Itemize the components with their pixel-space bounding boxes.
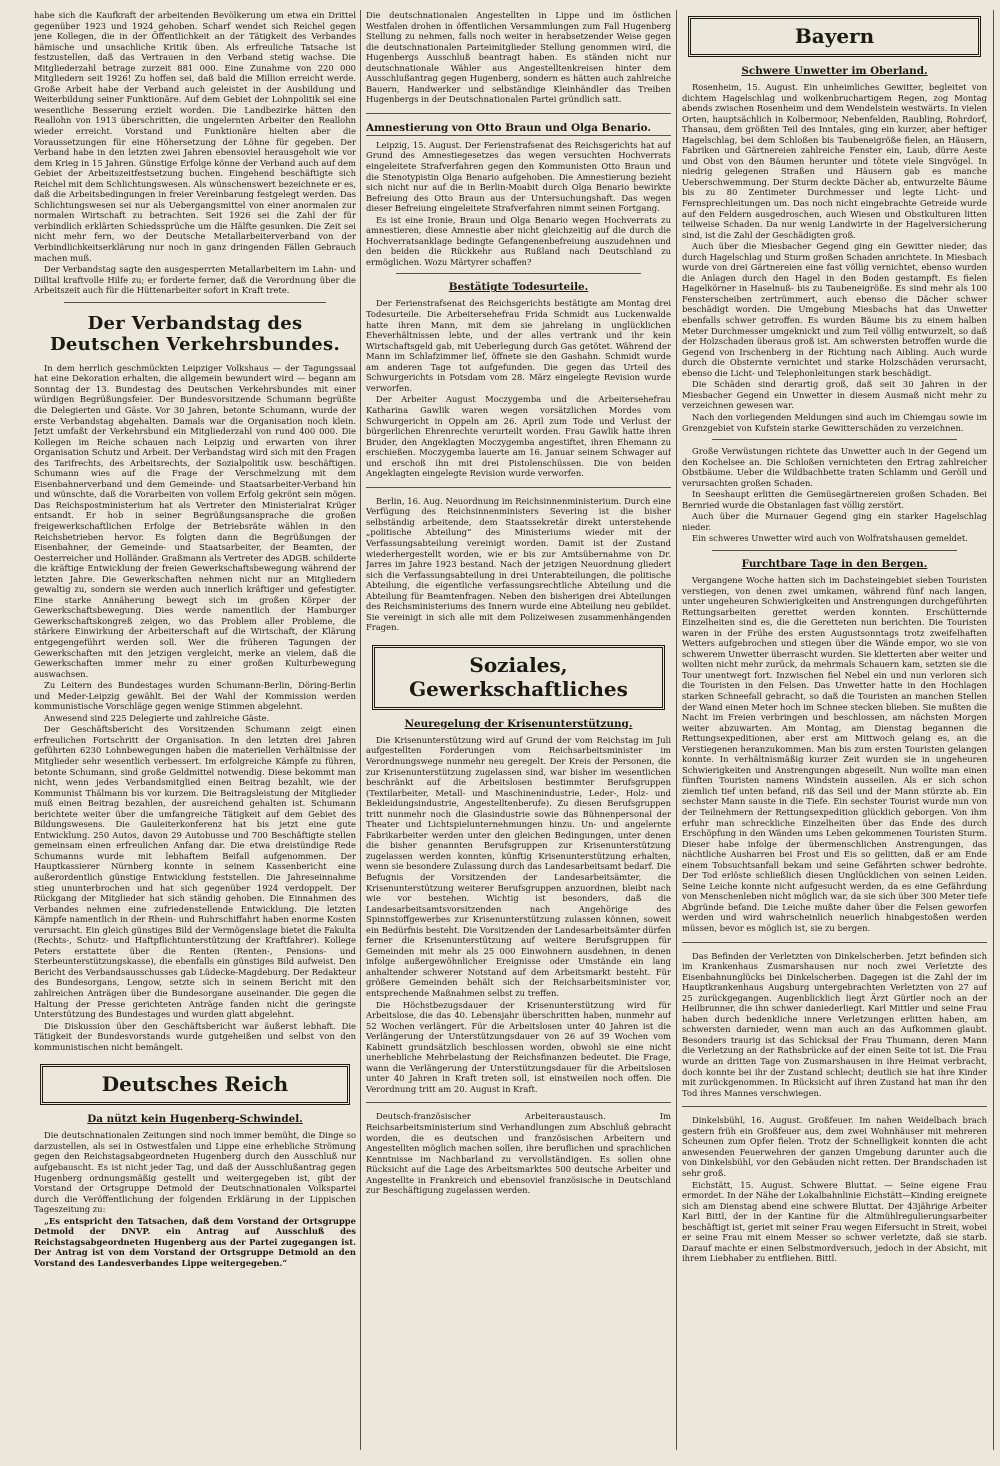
article-paragraph: Die deutschnationalen Zeitungen sind noch immer bemüht, die Dinge so darzustellen, als sei in Ostwestfalen und Lippe eine erhebliche Strömung gegen den Reichstagsabgeordneten Hugenberg durch den Ausschluß nur aufgebauscht. Es ist nicht jeder Tag, und daß der Ausschlußantrag gegen Hugenberg ordnungsmäßig gestellt und weitergegeben ist, gibt der Vorstand der Ortsgruppe Detmold der Deutschnationalen Volkspartei durch die Veröffentlichung der folgenden Erklärung in der Lippischen Tageszeitung zu: — [34, 1130, 356, 1215]
article-paragraph: Deutsch-französischer Arbeiteraustausch. Im Reichsarbeitsministerium sind Verhandlungen zum Abschluß gebracht worden, die es deutschen und französischen Arbeitern und Angestellten möglich machen sollen, ihre beruflichen und sprachlichen Kenntnisse im Nachbarland zu vervollständigen. Es sollen ohne Rücksicht auf die Lage des Arbeitsmarktes 500 deutsche Arbeiter und Angestellte in Frankreich und ebensoviel französische in Deutschland zur Beschäftigung zugelassen werden. — [366, 1111, 671, 1196]
section-divider — [366, 487, 671, 488]
section-divider — [712, 439, 957, 440]
section-divider — [366, 1102, 671, 1103]
article-paragraph: Zu Leitern des Bundestages wurden Schumann-Berlin, Döring-Berlin und Meder-Leipzig gewählt. Bei der Wahl der Kommission werden kommunistische Vorschläge gegen wenige Stimmen abgelehnt. — [34, 680, 356, 712]
article-paragraph: Es ist eine Ironie, Braun und Olga Benario wegen Hochverrats zu amnestieren, diese Amnestie aber nicht gleichzeitig auf die durch die Hochverratsanklage bedingte Gefangenenbefreiung auszudehnen und den beiden die Rückkehr aus Rußland nach Deutschland zu ermöglichen. Wozu Märtyrer schaffen? — [366, 214, 671, 267]
article-paragraph: Rosenheim, 15. August. Ein unheimliches Gewitter, begleitet von dichtem Hagelschlag und wolkenbruchartigem Regen, zog Montag abends zwischen Rosenheim und dem Wendelstein westwärts. In vielen Orten, hauptsächlich in Kolbermoor, Nebenfelden, Raubling, Rohrdorf, Thansau, dem größten Teil des Inntales, ging ein kurzer, aber heftiger Hagelschlag, bei dem Schloßen bis Taubeneigröße fielen, an Häusern, Fabriken und Gärtnereien zahlreiche Fenster ein, Laub, dürre Aeste und Obst von den Bäumen herunter und tötete viele Singvögel. In niedrig gelegenen Straßen und Häusern gab es manche Ueberschwemmung. Der Sturm deckte Dächer ab, entwurzelte Bäume bis zu 80 Zentimeter Durchmesser und legte Licht- und Fernsprechleitungen um. Das noch nicht eingebrachte Getreide wurde auf den Feldern ausgedroschen, auch Wiesen und Obstkulturen litten teilweise Schaden. Da nur wenig Landwirte in der Hagelversicherung sind, ist die Zahl der Geschädigten groß. — [682, 82, 987, 240]
column-3 — [682, 10, 987, 1450]
headline-amnestierung: Amnestierung von Otto Braun und Olga Benario. — [366, 122, 671, 136]
headline-todesurteile: Bestätigte Todesurteile. — [448, 281, 589, 294]
column-2 — [366, 10, 671, 1450]
article-paragraph: Ein schweres Unwetter wird auch von Wolfratshausen gemeldet. — [692, 533, 968, 544]
column-rule — [360, 10, 361, 1450]
article-paragraph: Die Diskussion über den Geschäftsbericht war äußerst lebhaft. Die Tätigkeit der Bundesvorstands wurde gutgeheißen und selbst von den kommunistischen nicht bemängelt. — [34, 1020, 356, 1052]
article-paragraph: Der Verbandstag sagte den ausgesperrten Metallarbeitern im Lahn- und Dilltal kraftvolle Hilfe zu; er forderte ferner, daß die Verordnung über die Arbeitszeit auch für die Hüttenarbeiter sofort in Kraft trete. — [34, 264, 356, 296]
section-box-deutsches-reich: Deutsches Reich — [40, 1064, 350, 1105]
article-paragraph: Auch über die Murnauer Gegend ging ein starker Hagelschlag nieder. — [682, 511, 987, 532]
article-paragraph: Der Arbeiter August Moczygemba und die Arbeitersehefrau Katharina Gawlik waren wegen vorsätzlichen Mordes vom Schwurgericht in Oppeln am 26. April zum Tode und Verlust der bürgerlichen Ehrenrechte verurteilt worden. Frau Gawlik hatte ihren Bruder, den Angeklagten Moczygemba angestiftet, ihren Ehemann zu erschießen. Moczygemba lauerte am 16. Januar seinem Schwager auf und erschoß ihn mit drei Pistolenschüssen. Die von beiden Angeklagten eingelegte Revision wurde verworfen. — [366, 394, 671, 479]
headline-verkehrsbund: Der Verbandstag des Deutschen Verkehrsbundes. — [49, 312, 341, 355]
section-divider — [682, 1106, 987, 1107]
article-paragraph: Auch über die Miesbacher Gegend ging ein Gewitter nieder, das durch Hagelschlag und Sturm großen Schaden anrichtete. In Miesbach wurde von drei Gärtnereien eine fast völlig vernichtet, ebenso wurden die Anlagen durch den Hagel in den Boden gestampft. Es fielen Hagelkörner in Haselnuß- bis zu Taubeneigröße. Es sind mehr als 100 Fensterscheiben zertrümmert, auch ebenso die Dächer schwer beschädigt worden. Die Umgebung Miesbachs hat das Unwetter ebenfalls schwer getroffen. Es wurden Bäume bis zu einem halben Meter Durchmesser umgeknickt und zum Teil völlig entwurzelt, so daß der Holzschaden überaus groß ist. Am schwersten betroffen wurde die Gegend von Irschenberg in der Richtung nach Aibling. Auch wurde durch die Obsternte vernichtet und starke Holzschäden verursacht, ebenso die Licht- und Telephonleitungen stark beschädigt. — [682, 241, 987, 378]
column-rule — [993, 10, 994, 1450]
article-paragraph: Der Ferienstrafsenat des Reichsgerichts bestätigte am Montag drei Todesurteile. Die Arbeitersehefrau Frida Schmidt aus Luckenwalde hatte ihren Mann, mit dem sie jahrelang in unglücklichen Eheverhältnissen lebte, und der alles vertrank und ihr kein Wirtschaftsgeld gab, mit Ueberlegung durch Gas getötet. Während der Mann im Schlafzimmer lief, öffnete sie den Gashahn. Schmidt wurde am anderen Tage tot aufgefunden. Die gegen das Urteil des Schwurgerichts in Potsdam vom 28. März eingelegte Revision wurde verworfen. — [366, 298, 671, 393]
article-paragraph: Dinkelsbühl, 16. August. Großfeuer. Im nahen Weidelbach brach gestern früh ein Großfeuer aus, dem zwei Wohnhäuser mit mehreren Scheunen zum Opfer fielen. Trotz der Schnelligkeit konnten die acht anwesenden Feuerwehren der ganzen Umgebung darunter auch die von Dinkelsbühl, vor den Gebäuden nicht retten. Der Brandschaden ist sehr groß. — [682, 1115, 987, 1178]
article-paragraph: Leipzig, 15. August. Der Ferienstrafsenat des Reichsgerichts hat auf Grund des Amnestiegesetzes das wegen versuchten Hochverrats eingeleitete Strafverfahren gegen den Kommunisten Otto Braun und die Stenotypistin Olga Benario aufgehoben. Die Amnestierung bezieht sich nicht nur auf die in Berlin-Moabit durch Olga Benario bewirkte Befreiung des Otto Braun aus der Untersuchungshaft. Das wegen dieser Befreiung eingeleitete Strafverfahren nimmt seinen Fortgang. — [366, 139, 671, 214]
article-paragraph: Anwesend sind 225 Delegierte und zahlreiche Gäste. — [44, 712, 270, 723]
article-paragraph: habe sich die Kaufkraft der arbeitenden Bevölkerung um etwa ein Drittel gegenüber 1923 und 1924 gehoben. Scharf wendet sich Reichel gegen jene Kollegen, die in der Öffentlichkeit an der Tätigkeit des Verbandes hämische und unsachliche Kritik üben. Als erfreuliche Tatsache ist festzustellen, daß das Vertrauen in den Verband stetig wachse. Die Mitgliederzahl betrage zurzeit 881 000. Eine Zunahme von 220 000 Mitgliedern seit 1926! Zu hoffen sei, daß bald die Million erreicht werde. Große Arbeit habe der Verband auch geleistet in der Ausbildung und Weiterbildung seiner Funktionäre. Auf dem Gebiet der Lohnpolitik sei eine wesentliche Besserung erzielt worden. Die Landbezirke hätten den Reallohn von 1913 überschritten, die ungelernten Arbeiter den Reallohn wieder erreicht. Vorstand und Funktionäre hielten aber die Voraussetzungen für eine Höhersetzung der Löhne für gegeben. Der Verband habe in den letzten zwei Jahren ebensoviel herausgeholt wie vor dem Krieg in 15 Jahren. Günstige Erfolge könne der Verband auch auf dem Gebiet der Arbeitszeitfestsetzung buchen. Eingehend beschäftigte sich Reichel mit dem Schlichtungswesen. Als wünschenswert bezeichnete er es, daß die Arbeitsbedingungen in freier Vereinbarung festgelegt werden. Das Schlichtungswesen sei nur als Uebergangsmittel von einer anormalen zur normalen Wirtschaft zu betrachten. Seit 1926 sei die Zahl der für verbindlich erklärten Schiedssprüche um die Hälfte gesunken. Die Zeit sei nicht mehr fern, wo der Deutsche Metallarbeiterverband von der Verbindlichkeitserklärung nur noch in ganz dringenden Fällen Gebrauch machen muß. — [34, 10, 356, 263]
article-paragraph: Die Höchstbezugsdauer der Krisenunterstützung wird für Arbeitslose, die das 40. Lebensjahr überschritten haben, nunmehr auf 52 Wochen verlängert. Für die Arbeitslosen unter 40 Jahren ist die Verlängerung der Unterstützungsdauer von 26 auf 39 Wochen vom Kabinett grundsätzlich beschlossen worden, obwohl sie eine nicht unerhebliche Mehrbelastung der Reichsfinanzen bedeutet. Die Frage, wann die Verlängerung der Unterstützungsdauer für die Arbeitslosen unter 40 Jahren in Kraft treten soll, ist einstweilen noch offen. Die Verordnung tritt am 20. August in Kraft. — [366, 999, 671, 1094]
headline-krisenunterstuetzung: Neuregelung der Krisenunterstützung. — [404, 717, 633, 730]
headline-hugenberg: Da nützt kein Hugenberg-Schwindel. — [87, 1113, 303, 1126]
article-paragraph: Das Befinden der Verletzten von Dinkelscherben. Jetzt befinden sich im Krankenhaus Zusmarshausen nur noch zwei Verletzte des Eisenbahnunglücks bei Dinkelscherben. Dagegen ist die Zahl der im Hauptkrankenhaus Augsburg untergebrachten Verletzten von 27 auf 25 zurückgegangen. Augenblicklich liegt Ärzt Gürtler noch an der Heilbrunner, die ihn schwer daniederliegt. Karl Mittler und seine Frau haben durch bedenkliche innere Verletzungen erlitten haben, am schwersten darnieder, wenn man auch an das Aufkommen glaubt. Besonders traurig ist das Schicksal der Frau Thumann, deren Mann die Verletzung an der Rathsbrücke auf der einen Seite tot ist. Die Frau wurde an dritten Tage von Zusmarshausen in ihre Heimat verbracht, doch konnte bei ihr der Zustand schlecht; deutlich sie hat ihre Kinder mit zurückgenommen. In Rücksicht auf ihren Zustand hat man ihr den Tod ihres Mannes verschwiegen. — [682, 950, 987, 1098]
article-paragraph: Berlin, 16. Aug. Neuordnung im Reichsinnenministerium. Durch eine Verfügung des Reichsinnenministers Severing ist die bisher selbständig arbeitende, dem Staatssekretär direkt unterstehende „politische Abteilung“ des Ministeriums wieder mit der Verfassungsabteilung vereinigt worden. Damit ist der Zustand wiederhergestellt worden, wie er bis zur Amtsübernahme von Dr. Jarres im Jahre 1923 bestand. Nach der jetzigen Neuordnung gliedert sich die Verfassungsabteilung in drei Unterabteilungen, die politische Abteilung, die eigentliche verfassungsrechtliche Abteilung und die Abteilung für Beamtenfragen. Neben den bisherigen drei Abteilungen des Reichsministeriums des Innern wurde eine Abteilung neu gebildet. Sie vereinigt in sich alle mit dem Polizeiwesen zusammenhängenden Fragen. — [366, 495, 671, 633]
article-paragraph: Die Schäden sind derartig groß, daß seit 30 Jahren in der Miesbacher Gegend ein Unwetter in diesem Ausmaß nicht mehr zu verzeichnen gewesen war. — [682, 379, 987, 411]
article-paragraph: In Seeshaupt erlitten die Gemüsegärtnereien großen Schaden. Bei Bernried wurde die Obstanlagen fast völlig zerstört. — [682, 489, 987, 510]
article-paragraph: Große Verwüstungen richtete das Unwetter auch in der Gegend um den Kochelsee an. Die Schloßen vernichteten den Ertrag zahlreicher Obstbäume. Ueber die Wildbachbette traten Schlamm und Geröll und verursachten großen Schaden. — [682, 446, 987, 488]
section-divider — [396, 273, 641, 274]
section-divider — [712, 550, 957, 551]
headline-unwetter: Schwere Unwetter im Oberland. — [741, 65, 928, 77]
section-divider — [366, 113, 671, 114]
headline-bergen: Furchtbare Tage in den Bergen. — [741, 557, 928, 570]
column-rule — [676, 10, 677, 1450]
article-paragraph: Nach den vorliegenden Meldungen sind auch im Chiemgau sowie im Grenzgebiet von Kufstein starke Gewitterschäden zu verzeichnen. — [682, 411, 987, 433]
section-divider — [682, 942, 987, 943]
article-paragraph: Die Krisenunterstützung wird auf Grund der vom Reichstag im Juli aufgestellten Forderungen vom Reichsarbeitsminister im Verordnungswege nunmehr neu geregelt. Der Kreis der Personen, die zur Krisenunterstützung zugelassen sind, war bisher im wesentlichen beschränkt auf die Arbeitslosen bestimmter Berufsgruppen (Textilarbeiter, Metall- und Maschinenindustrie, Leder-, Holz- und Bekleidungsindustrie, Angestelltenberufe). Zu diesen Berufsgruppen tritt nunmehr noch die Glasindustrie sowie das Bühnenpersonal der Theater und Lichtspielunternehmungen hinzu. Un- und angelernte Fabrikarbeiter werden unter den gleichen Bedingungen, unter denen die bisher genannten Berufsgruppen zur Krisenunterstützung zugelassen werden konnten, künftig Krisenunterstützung erhalten, wenn sie besondere Zulassung durch das Landesarbeitsamt bedarf. Die Befugnis der Vorsitzenden der Landesarbeitsämter, die Krisenunterstützung weiterer Berufsgruppen anzuordnen, bleibt nach wie vor bestehen. Wichtig ist besonders, daß die Landesarbeitsamtsvorsitzenden nach Angehörige des Spinnstoffgewerbes zur Krisenunterstützung zulassen können, soweit ein Bedürfnis besteht. Die Vorsitzenden der Landesarbeitsämter dürfen ferner die Krisenunterstützung auf weitere Berufsgruppen für Gemeinden mit mehr als 25 000 Einwohnern ausdehnen, in denen infolge außergewöhnlicher Ereignisse oder Umstände ein lang anhaltender schwerer Notstand auf dem Arbeitsmarkt besteht. Für größere Gemeinden behält sich der Reichsarbeitsminister vor, entsprechende Maßnahmen selbst zu treffen. — [366, 734, 671, 999]
article-paragraph: Eichstätt, 15. August. Schwere Bluttat. — Seine eigene Frau ermordet. In der Nähe der Lokalbahnlinie Eichstätt—Kinding ereignete sich am Dienstag abend eine schwere Bluttat. Der 43jährige Arbeiter Karl Bittl, der in der Kantine für die Altmühlregulierungsarbeiter beschäftigt ist, geriet mit seiner Frau wegen Eifersucht in Streit, wobei er seine Frau mit einem Messer so schwer verletzte, daß sie starb. Darauf machte er einen Selbstmordversuch, jedoch in der Absicht, mit ihrem Liebhaber zu entfliehen. Bittl. — [682, 1179, 987, 1264]
article-quote: „Es entspricht den Tatsachen, daß dem Vorstand der Ortsgruppe Detmold der DNVP. ein Antrag auf Ausschluß des Reichstagsabgeordneten Hugenberg aus der Partei zugegangen ist. Der Antrag ist von dem Vorstand der Ortsgruppe Detmold an den Vorstand des Landesverbandes Lippe weitergegeben.“ — [34, 1215, 356, 1268]
section-box-bayern: Bayern — [688, 16, 981, 57]
article-paragraph: In dem herrlich geschmückten Leipziger Volkshaus — der Tagungssaal hat eine Dekoration erhalten, die allgemein bewundert wird — begann am Sonntag der 13. Bundestag des Deutschen Verkehrsbundes mit einer würdigen Begrüßungsfeier. Der Bundesvorsitzende Schumann begrüßte die Delegierten und Gäste. Vor 30 Jahren, betonte Schumann, wurde der erste Verbandstag abgehalten. Damals war die Organisation noch klein. Jetzt umfaßt der Verkehrsbund ein Mitgliederzahl von rund 400 000. Die Kollegen im Reiche schauen nach Leipzig und erwarten von ihrer Organisation Schutz und Arbeit. Der Verbandstag wird sich mit den Fragen des Tarifrechts, des Arbeitsrechts, der Sozialpolitik usw. beschäftigen. Schumann wies auf die Frage der Verschmelzung mit dem Eisenbahnerverband und dem Gemeinde- und Staatsarbeiter-Verband hin und wünschte, daß die Vorarbeiten von vollem Erfolg gekrönt sein mögen. Das Reichspostministerium hat als Vertreter den Ministerialrat Krüger entsandt. Er hob in seiner Begrüßungsansprache die großen freigewerkschaftlichen Erfolge der Betriebsräte wählen in den Reichsbetrieben hervor. Es folgten dann die Begrüßungen der Eisenbahner, der Gemeinde- und Staatsarbeiter, der Beamten, der Oesterreicher und Holländer. Graßmann als Vertreter des ADGB. schilderte die kräftige Entwicklung der freien Gewerkschaftsbewegung während der letzten Jahre. Die Gewerkschaften nehmen nicht nur an Mitgliedern gewaltig zu, sondern sie werden auch innerlich kräftiger und gefestigter. Eine starke Annäherung bewegt sich im großen Körper der Gewerkschaftsbewegung. Dies werde namentlich der Hamburger Gewerkschaftskongreß zeigen, wo das Problem aller Probleme, die stärkere Einwirkung der Arbeiterschaft auf die Wirtschaft, der Klärung entgegengeführt werden soll. Wer die früheren Tagungen der Gewerkschaften mit den jetzigen vergleicht, merke an vielem, daß die Gewerkschaften immer mehr zu einer großen Kulturbewegung auswachsen. — [34, 362, 356, 679]
article-paragraph: Vergangene Woche hatten sich im Dachsteingebiet sieben Touristen verstiegen, von denen zwei umkamen, während fünf nach langen, unter ungeheuren Schwierigkeiten und Anstrengungen durchgeführten Rettungsarbeiten gerettet werden konnten. Erschütternde Einzelheiten sind es, die die Geretteten nun berichten. Die Touristen waren in der Frühe des ersten Augustsonntags trotz zweifelhaften Wetters aufgebrochen und stiegen über die Wände empor, wo sie von schwerem Unwetter überrascht wurden. Sie kletterten aber weiter und wollten nicht mehr zurück, da mehrmals Schauern kam, setzten sie die Tour unentwegt fort. Inzwischen fiel Nebel ein und nun verloren sich die Touristen in den Felsen. Das Unwetter hatte in den Hochlagen starken Schneefall gebracht, so daß die Touristen an manchen Stellen der Wand einen Meter hoch im Schnee stecken blieben. Sie mußten die Nacht im Freien verbringen und beschlossen, am nächsten Morgen weiter abzuwarten. Am Montag, am Dienstag begannen die Rettungsexpeditionen, aber erst am Mittwoch gelang es, an die Verstiegenen heranzukommen. Man bis zum ersten Touristen gelangen konnte. In verhältnismäßig kurzer Zeit wurden sie in ungeheuren Schwierigkeiten und Anstrengungen abgeseilt. Nun wollte man einen fünften Touristen namens Windstein ausseilen. Als er sich schon ziemlich tief unten befand, riß das Seil und der Mann stürzte ab. Ein sechster Mann sauste in die Tiefe. Ein sechster Tourist wurde nun von der Teilnehmern der Rettungsexpedition glücklich geborgen. Von ihm erfuhr man schreckliche Einzelheiten über das Ende des durch Erschöpfung in den Wänden ums Leben gekommenen Touristen Sturm. Dieser habe infolge der übermenschlichen Anstrengungen, das nächtliche Ausharren bei Frost und Eis so gelitten, daß er am Ende einem Tobsuchtsanfall bekam und seine Gefährten schwer bedrohte. Der Tod erlöste schließlich diesen Unglücklichen von seinen Leiden. Seine Leiche konnte nicht aufgesucht werden, da es eine Gefährdung von Menschenleben nicht möglich war, da sie sich über 300 Meter tiefe Abgründe befand. Die Leiche mußte daher über die Felsen geworfen werden und wird wahrscheinlich neuerlich hinabgestoßen werden müssen, bevor es möglich ist, sie zu bergen. — [682, 574, 987, 934]
column-1 — [34, 10, 356, 1450]
article-paragraph: Der Geschäftsbericht des Vorsitzenden Schumann zeigt einen erfreulichen Fortschritt der Organisation. In den letzten drei Jahren geführten 6230 Lohnbewegungen haben die materiellen Verhältnisse der Mitglieder sehr wesentlich verbessert. Im erfolgreiche Kämpfe zu führen, betonte Schumann, sind große Geldmittel notwendig. Diese bekommt man nicht, wenn jedes Verbandsmitglied einen Beitrag bezahlt, wie der Kommunist Thälmann bis vor kurzem. Die Beitragsleistung der Mitglieder muß einen Beitrag bezahlen, der ausreichend gehalten ist. Schumann berichtete weiter über die umfangreiche Tätigkeit auf dem Gebiet des Bildungswesens. Die Gauleiterkonferenz hat bis jetzt eine gute Entwicklung. 250 Autos, davon 29 Autobusse und 700 Beschäftigte stellen gemeinsam einen erfreulichen Anfang dar. Die etwa dreistündige Rede Schumanns wurde mit lebhaftem Beifall aufgenommen. Der Hauptkassierer Nürnberg konnte in seinem Kassenbericht eine außerordentlich günstige Entwicklung feststellen. Die Jahreseinnahme stieg ununterbrochen und hat sich gegenüber 1924 verdoppelt. Der Rückgang der Mitglieder hat sich ständig gehoben. Die Einnahmen des Verbandes nehmen eine zufriedenstellende Entwicklung. Die letzten Kämpfe namentlich in der Rhein- und Ruhrschiffahrt haben enorme Kosten verursacht. Ein gleich günstiges Bild der Vermögenslage bietet die Fakulta (Rechts-, Schutz- und Haftpflichtunterstützung der Kraftfahrer). Kollege Peters erstattete über die Renten (Renten-, Pensions- und Sterbeunterstützungskasse), die ebenfalls ein günstiges Bild aufweist. Den Bericht des Verbandsausschusses gab Lüdecke-Magdeburg. Der Redakteur des Bundesorgans, Lengow, setzte sich in seinem Bericht mit den zahlreichen Anträgen über die Bundesorgane auseinander. Die gegen die Haltung der Presse gerichteten Anträge fanden nicht die geringste Unterstützung des Bundestages und wurden glatt abgelehnt. — [34, 724, 356, 1020]
article-paragraph: Die deutschnationalen Angestellten in Lippe und im östlichen Westfalen drohen in öffentlichen Versammlungen zum Fall Hugenberg Stellung zu nehmen, falls noch weiter in herabsetzender Weise gegen die deutschnationalen Parteimitglieder Stellung genommen wird, die Hugenbergs Ausschluß beantragt haben. Es ständen nicht nur deutschnationale Wähler aus Angestelltenkreisen hinter dem Ausschlußantrag gegen Hugenberg, sondern es hätten auch zahlreiche Bauern, Handwerker und selbständige Kleinhändler das Treiben Hugenbergs in der Deutschnationalen Partei gründlich satt. — [366, 10, 671, 105]
section-divider — [64, 302, 326, 303]
section-box-soziales: Soziales, Gewerkschaftliches — [372, 645, 665, 710]
